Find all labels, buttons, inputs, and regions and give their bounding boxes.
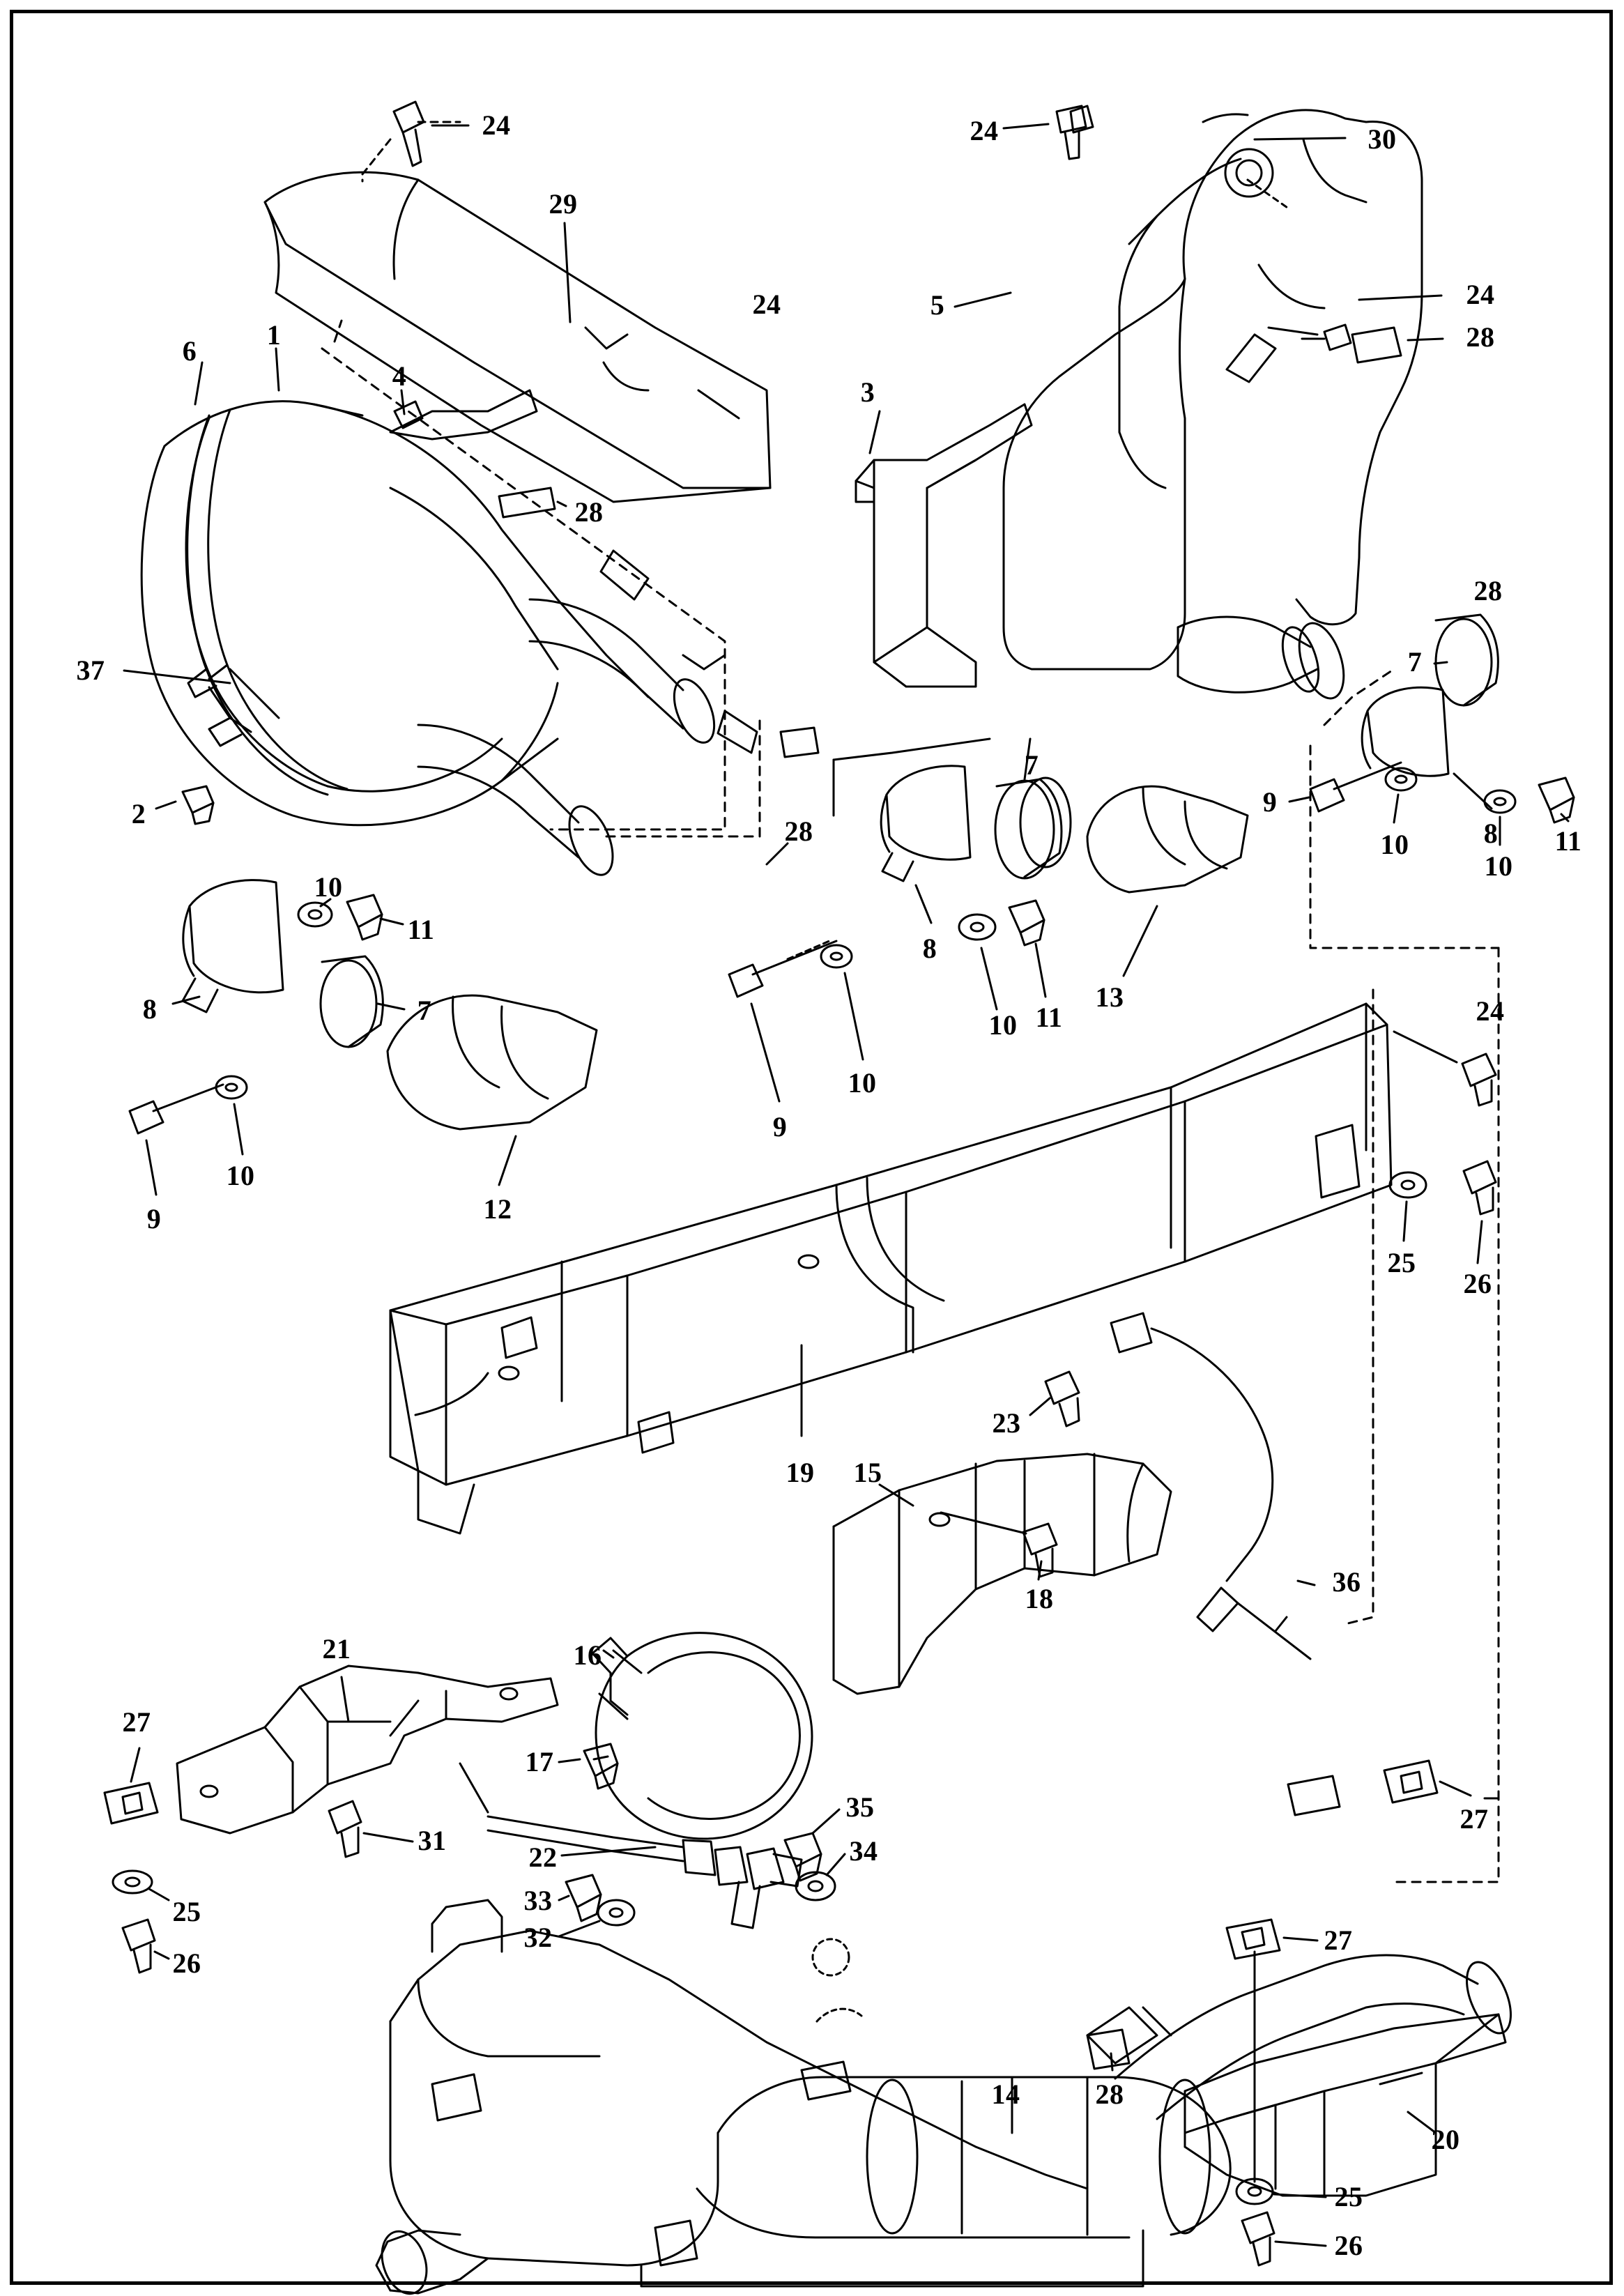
callout-number: 37: [76, 655, 105, 686]
callout-number: 9: [1262, 786, 1278, 818]
callout-number: 27: [122, 1706, 151, 1738]
leader-13: [1124, 906, 1157, 976]
bolt-23: [1045, 1372, 1079, 1426]
bolt-9-left: [130, 1085, 223, 1133]
leader-17: [559, 1759, 580, 1762]
bolt-26-shield19: [1464, 1161, 1496, 1214]
heat-shield-29: [265, 172, 770, 502]
callout-number: 24: [752, 289, 781, 320]
leader-34: [827, 1854, 845, 1875]
leader-26-left: [155, 1952, 169, 1959]
leader-12: [499, 1136, 516, 1185]
callout-number: 22: [528, 1842, 558, 1873]
seal-7-right: [1436, 615, 1498, 705]
shroud-5: [1004, 110, 1422, 669]
bracket-21: [177, 1666, 558, 1833]
callout-number: 8: [142, 993, 158, 1025]
clip-27-shield20: [1227, 1920, 1280, 1959]
callout-number: 23: [992, 1407, 1021, 1439]
bolt-31: [329, 1801, 361, 1857]
bolt-24-top-left: [394, 102, 460, 166]
leader-10-c: [981, 948, 997, 1009]
washer-10-center: [959, 914, 995, 940]
leader-3: [870, 411, 880, 453]
callout-number: 2: [131, 798, 146, 829]
heat-shield-15: [834, 1454, 1171, 1694]
bolt-24-shield19: [1462, 1054, 1496, 1105]
leader-dash-24: [362, 139, 390, 181]
clip-28-lower: [1087, 2030, 1129, 2069]
leader-30: [1255, 138, 1345, 139]
callout-number: 10: [226, 1160, 255, 1191]
washer-10-right2: [1485, 790, 1515, 813]
washer-10-left: [298, 903, 332, 926]
leader-28-lower: [1111, 2053, 1112, 2070]
leader-24-top-mid: [1004, 124, 1048, 128]
leader-35: [813, 1809, 839, 1833]
leader-8-far-right: [1454, 774, 1492, 809]
nut-11-right: [1539, 778, 1574, 822]
washer-25-shield19: [1390, 1172, 1426, 1197]
callout-number: 25: [1334, 2181, 1363, 2212]
leader-33: [559, 1896, 569, 1900]
bolt-9-center: [729, 941, 836, 997]
clip-28-mid: [781, 728, 818, 757]
leader-31: [364, 1833, 413, 1842]
leader-7-right: [1434, 662, 1447, 664]
leader-24-shield19: [1394, 1032, 1457, 1062]
callout-number: 24: [970, 115, 999, 146]
callout-number: 26: [1463, 1268, 1492, 1299]
leader-8-right: [916, 885, 931, 923]
leader-16: [604, 1651, 613, 1658]
callout-number: 27: [1460, 1803, 1489, 1835]
leader-6: [195, 362, 202, 404]
leader-25-left: [149, 1889, 169, 1900]
callout-number: 7: [1024, 749, 1039, 781]
callout-number: 10: [1484, 850, 1513, 882]
leader-9-left: [146, 1140, 156, 1195]
callout-number: 28: [1473, 575, 1503, 606]
washer-10-bolt-center: [821, 945, 852, 967]
callout-number: 15: [853, 1457, 882, 1488]
clip-28-shroud: [1352, 328, 1401, 362]
seal-7-center: [995, 778, 1071, 878]
callout-number: 7: [1407, 646, 1423, 678]
callout-number: 4: [392, 360, 407, 392]
leader-9-c: [751, 1004, 779, 1101]
leader-26-lower: [1276, 2242, 1326, 2246]
leader-5: [955, 293, 1011, 307]
callout-number: 20: [1431, 2124, 1460, 2155]
callout-number: 17: [525, 1746, 554, 1777]
callout-number: 1: [266, 319, 282, 351]
callout-number: 36: [1332, 1566, 1361, 1598]
callout-number: 34: [849, 1835, 878, 1867]
callout-number: 29: [549, 188, 578, 220]
leader-24-shroud: [1359, 296, 1441, 300]
leader-37: [124, 671, 230, 683]
leader-11-left: [381, 919, 403, 924]
callout-number: 7: [417, 995, 432, 1026]
callout-number: 33: [523, 1885, 553, 1916]
leader-bracket-7: [834, 739, 990, 760]
muffler-1: [141, 401, 757, 881]
clamp-16: [592, 1633, 812, 1839]
callout-number: 27: [1324, 1924, 1353, 1956]
leader-10-right: [1394, 795, 1398, 822]
callout-number: 18: [1025, 1583, 1054, 1614]
tailpipe-right-upper: [1178, 617, 1352, 704]
leader-28-shroud: [1408, 339, 1443, 340]
nut-33: [566, 1875, 601, 1921]
leader-28-left: [558, 502, 566, 506]
nut-11-center: [1009, 901, 1044, 945]
callout-number: 5: [930, 289, 945, 321]
leader-23: [1030, 1398, 1050, 1415]
bolt-9-right: [1310, 763, 1401, 811]
washer-32: [598, 1900, 634, 1925]
bolt-26-lower: [1242, 2212, 1274, 2265]
bolt-26-left: [123, 1920, 155, 1973]
callout-number: 28: [784, 816, 813, 847]
callout-number: 16: [573, 1639, 602, 1671]
leader-2: [156, 802, 176, 809]
callout-number: 10: [314, 871, 343, 903]
callout-number: 8: [1483, 818, 1499, 849]
callout-number: 24: [1476, 995, 1505, 1027]
leader-9-right: [1289, 797, 1309, 802]
callout-number: 21: [322, 1633, 351, 1664]
callout-number: 11: [1554, 825, 1582, 857]
callout-number: 12: [483, 1193, 512, 1225]
callout-number: 9: [772, 1111, 788, 1142]
callout-number: 28: [1095, 2079, 1124, 2110]
callout-number: 11: [407, 914, 435, 945]
leader-27-shield20: [1284, 1938, 1317, 1941]
callout-number: 35: [845, 1791, 875, 1823]
heat-shield-19: [390, 1004, 1391, 1533]
leader-32: [559, 1921, 599, 1936]
clip-27-left: [105, 1783, 158, 1823]
callout-number: 25: [1387, 1247, 1416, 1278]
leader-10-bolt-c: [845, 973, 863, 1059]
washer-34: [796, 1872, 835, 1900]
callout-number: 28: [574, 496, 604, 528]
callout-number: 31: [418, 1825, 447, 1856]
callout-number: 24: [482, 109, 511, 141]
leader-21: [342, 1677, 348, 1722]
clamp-37: [230, 669, 279, 718]
leader-11-c: [1036, 944, 1045, 997]
clip-27-upper-right: [1288, 1776, 1340, 1815]
leader-27-left: [131, 1748, 139, 1782]
tip-13: [1087, 786, 1248, 892]
callout-number: 3: [860, 376, 875, 408]
sensor-36: [1111, 1313, 1310, 1659]
callout-number: 19: [786, 1457, 815, 1488]
callout-number: 26: [1334, 2230, 1363, 2261]
callout-number: 32: [523, 1922, 553, 1953]
leader-27-lower-right: [1440, 1782, 1471, 1796]
leader-1: [276, 349, 279, 390]
callout-number: 26: [172, 1947, 201, 1979]
callout-number: 13: [1095, 981, 1124, 1013]
clip-27-lower-right: [1384, 1761, 1437, 1803]
callout-number: 8: [922, 933, 937, 964]
callout-number: 11: [1035, 1002, 1063, 1033]
clamp-8-left: [183, 880, 283, 1012]
callout-number: 14: [991, 2079, 1020, 2110]
leader-26-shield19: [1478, 1221, 1482, 1263]
callout-number: 30: [1368, 123, 1397, 155]
heat-shield-20: [1185, 2014, 1506, 2196]
callout-number: 10: [848, 1067, 877, 1099]
callout-number: 10: [988, 1009, 1018, 1041]
callout-number: 25: [172, 1896, 201, 1927]
leader-4: [401, 390, 404, 414]
bolt-24-shroud: [1302, 325, 1351, 350]
washer-25-left: [113, 1871, 152, 1893]
callout-number: 28: [1466, 321, 1495, 353]
nut-11-left: [347, 895, 382, 940]
callout-number: 6: [182, 335, 197, 367]
callout-number: 24: [1466, 279, 1495, 310]
callout-number: 9: [146, 1203, 162, 1234]
leader-10-left-bolt: [234, 1104, 243, 1154]
leader-25-shield19: [1404, 1202, 1407, 1241]
nut-2: [183, 786, 213, 824]
seal-7-left: [321, 956, 383, 1047]
clamp-8-right: [881, 766, 970, 881]
clamp-8-far-right: [1362, 687, 1448, 776]
leader-36: [1298, 1581, 1315, 1585]
washer-10-left-bolt: [216, 1076, 247, 1099]
callout-number: 10: [1380, 829, 1409, 860]
